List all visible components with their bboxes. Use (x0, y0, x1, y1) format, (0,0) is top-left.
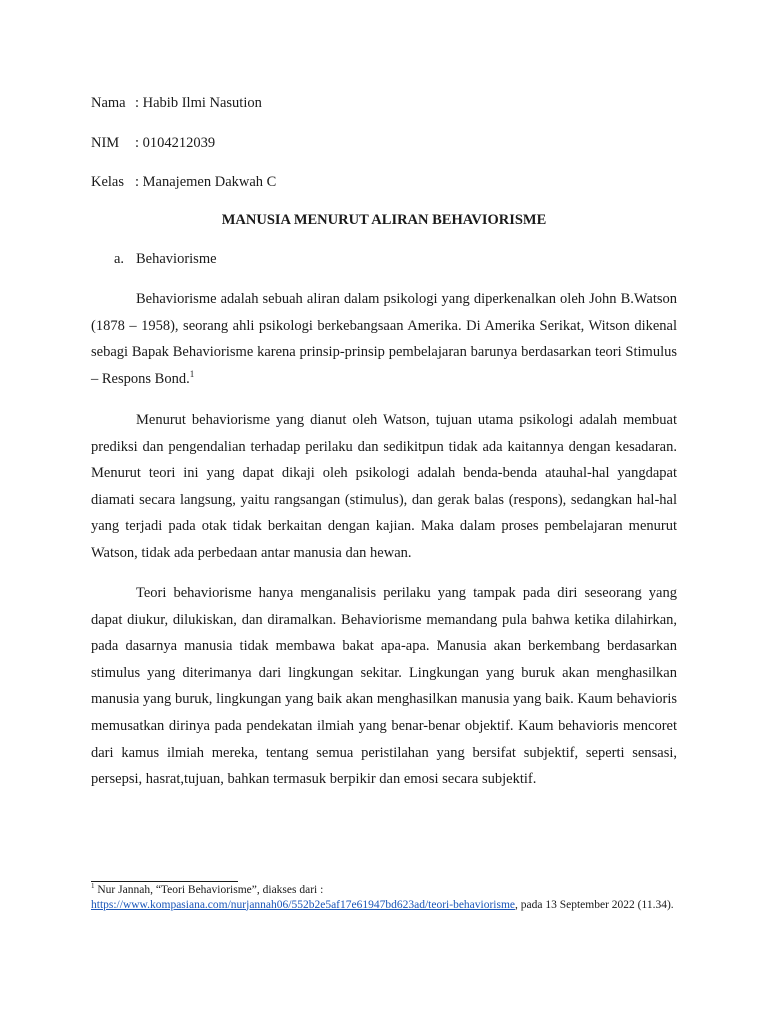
class-value: : Manajemen Dakwah C (135, 174, 277, 190)
student-nim-row (91, 133, 215, 153)
paragraph-1 (91, 286, 677, 392)
document-title: MANUSIA MENURUT ALIRAN BEHAVIORISME (221, 212, 547, 228)
footnote-link[interactable]: https://www.kompasiana.com/nurjannah06/552b2e5af17e61947bd623ad/teori-behaviorisme (91, 898, 516, 911)
paragraph-3 (91, 580, 677, 793)
paragraph-3-text: Teori behaviorisme hanya menganalisis perilaku yang tampak pada diri seseorang yang dapat diukur, dilukiskan, dan diramalkan. Behaviorisme memandang pula bahwa ketika dilahirkan, pada dasarnya manusia tidak membawa bakat apa-apa. Manusia akan berkembang berdasarkan stimulus yang diterimanya dari lingkungan sekitar. Lingkungan yang buruk akan menghasilkan manusia yang buruk, lingkungan yang baik akan menghasilkan manusia yang baik. Kaum behavioris memusatkan dirinya pada pendekatan ilmiah yang benar-benar objektif. Kaum behavioris mencoret dari kamus ilmiah mereka, tentang semua peristilahan yang bersifat subjektif, seperti sensasi, persepsi, hasrat,tujuan, bahkan termasuk berpikir dan emosi secara subjektif. (91, 585, 677, 788)
section-title: Behaviorisme (136, 251, 217, 267)
student-class-row (91, 172, 276, 192)
section-marker: a. (114, 251, 125, 267)
nim-label: NIM (91, 135, 120, 151)
paragraph-2 (91, 407, 677, 567)
footnote-reference[interactable]: 1 (189, 368, 195, 379)
student-name-row (91, 93, 262, 113)
footnote-number: 1 (91, 882, 95, 891)
footnote-date: , pada 13 September 2022 (11.34). (515, 898, 674, 911)
class-label: Kelas (91, 174, 125, 190)
paragraph-2-text: Menurut behaviorisme yang dianut oleh Watson, tujuan utama psikologi adalah membuat prediksi dan pengendalian terhadap perilaku dan sedikitpun tidak ada kaitannya dengan kesadaran. Menurut teori ini yang dapat dikaji oleh psikologi adalah benda-benda atauhal-hal yangdapat diamati secara langsung, yaitu rangsangan (stimulus), dan gerak balas (respons), sedangkan hal-hal yang terjadi pada otak tidak berkaitan dengan kajian. Maka dalam proses pembelajaran menurut Watson, tidak ada perbedaan antar manusia dan hewan. (91, 412, 677, 561)
footnote-text: Nur Jannah, “Teori Behaviorisme”, diakses dari : (94, 884, 324, 896)
section-heading (114, 251, 217, 268)
name-value: : Habib Ilmi Nasution (135, 95, 262, 111)
nim-value: : 0104212039 (135, 135, 216, 151)
footnote-separator (91, 881, 238, 882)
paragraph-1-text: Behaviorisme adalah sebuah aliran dalam psikologi yang diperkenalkan oleh John B.Watson (1878 – 1958), seorang ahli psikologi berkebangsaan Amerika. Di Amerika Serikat, Witson dikenal sebagi Bapak Behaviorisme karena prinsip-prinsip pembelajaran barunya berdasarkan teori Stimulus – Respons Bond. (91, 291, 677, 387)
footnote (91, 883, 681, 912)
name-label: Nama (91, 95, 126, 111)
